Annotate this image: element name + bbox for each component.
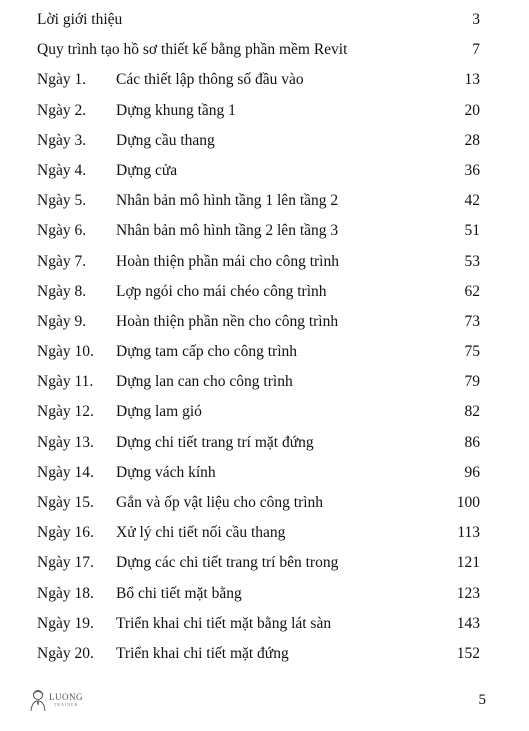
entry-page: 51 <box>464 222 480 240</box>
entry-title: Hoàn thiện phần mái cho công trình <box>116 252 339 270</box>
entry-page: 121 <box>456 554 480 572</box>
entry-page: 123 <box>456 584 480 602</box>
entry-page: 3 <box>472 11 480 28</box>
toc-entry <box>37 35 480 65</box>
entry-page: 73 <box>464 312 480 330</box>
entry-day: Ngày 10. <box>37 343 94 361</box>
toc-entry <box>37 428 480 458</box>
entry-title: Các thiết lập thông số đầu vào <box>116 71 304 89</box>
entry-day: Ngày 6. <box>37 222 87 240</box>
entry-page: 20 <box>464 101 480 119</box>
entry-page: 143 <box>456 614 480 632</box>
entry-title: Dựng lam gió <box>116 403 202 421</box>
entry-title: Dựng khung tầng 1 <box>116 101 236 119</box>
entry-page: 42 <box>464 192 480 210</box>
entry-day: Ngày 15. <box>37 494 94 511</box>
toc-entry <box>37 307 480 337</box>
entry-day: Ngày 13. <box>37 433 94 451</box>
toc-entry <box>37 367 480 397</box>
entry-title: Dựng chi tiết trang trí mặt đứng <box>116 433 314 451</box>
logo-subtitle: TRAINER <box>53 702 79 707</box>
toc-entry <box>37 277 480 307</box>
entry-title: Hoàn thiện phần nền cho công trình <box>116 312 339 330</box>
toc-entry <box>37 458 480 488</box>
entry-title: Nhân bản mô hình tầng 1 lên tầng 2 <box>116 192 339 210</box>
entry-title: Gắn và ốp vật liệu cho công trình <box>116 494 324 511</box>
entry-page: 13 <box>464 71 480 89</box>
page-number: 5 <box>478 692 486 708</box>
entry-page: 152 <box>456 644 480 662</box>
entry-day: Ngày 20. <box>37 644 94 662</box>
entry-title: Dựng các chi tiết trang trí bên trong <box>116 554 339 572</box>
entry-title: Dựng lan can cho công trình <box>116 373 293 391</box>
toc-entry <box>37 337 480 367</box>
entry-day: Ngày 5. <box>37 192 87 210</box>
entry-day: Ngày 18. <box>37 584 94 602</box>
table-of-contents <box>37 5 480 669</box>
toc-entry <box>37 518 480 548</box>
toc-entry <box>37 579 480 609</box>
toc-entry <box>37 156 480 186</box>
entry-page: 7 <box>472 41 480 59</box>
toc-entry <box>37 5 480 35</box>
entry-title: Dựng cầu thang <box>116 131 215 149</box>
logo-name: LUONG <box>49 692 83 702</box>
toc-entry <box>37 247 480 277</box>
entry-title: Xử lý chi tiết nối cầu thang <box>116 524 286 542</box>
entry-title: Quy trình tạo hồ sơ thiết kế bằng phần mềm Revit <box>37 41 348 59</box>
toc-entry <box>37 609 480 639</box>
entry-page: 62 <box>464 282 480 300</box>
entry-day: Ngày 3. <box>37 131 87 149</box>
toc-entry <box>37 488 480 518</box>
entry-day: Ngày 2. <box>37 101 87 119</box>
entry-title: Dựng cửa <box>116 161 178 179</box>
entry-title: Triển khai chi tiết mặt đứng <box>116 644 289 662</box>
footer-logo <box>30 688 83 712</box>
entry-title: Triển khai chi tiết mặt bằng lát sàn <box>116 614 332 632</box>
logo-portrait-icon <box>30 688 46 712</box>
entry-day: Ngày 17. <box>37 554 94 572</box>
entry-day: Ngày 12. <box>37 403 94 421</box>
entry-page: 113 <box>457 524 480 542</box>
toc-entry <box>37 397 480 427</box>
toc-entry <box>37 126 480 156</box>
toc-entry <box>37 96 480 126</box>
entry-day: Ngày 19. <box>37 614 94 632</box>
toc-entry <box>37 639 480 669</box>
entry-page: 82 <box>464 403 480 421</box>
entry-page: 100 <box>456 494 480 511</box>
entry-page: 36 <box>464 161 480 179</box>
entry-title: Bổ chi tiết mặt bằng <box>116 584 242 602</box>
entry-title: Lời giới thiệu <box>37 11 123 28</box>
entry-page: 79 <box>464 373 480 391</box>
entry-day: Ngày 16. <box>37 524 94 542</box>
entry-day: Ngày 11. <box>37 373 94 391</box>
entry-day: Ngày 4. <box>37 161 87 179</box>
entry-day: Ngày 1. <box>37 71 87 89</box>
toc-entry <box>37 186 480 216</box>
entry-day: Ngày 8. <box>37 282 87 300</box>
entry-page: 28 <box>464 131 480 149</box>
toc-entry <box>37 548 480 578</box>
entry-page: 86 <box>464 433 480 451</box>
entry-title: Nhân bản mô hình tầng 2 lên tầng 3 <box>116 222 339 240</box>
toc-entry <box>37 216 480 246</box>
entry-title: Lợp ngói cho mái chéo công trình <box>116 282 327 300</box>
entry-title: Dựng tam cấp cho công trình <box>116 343 298 361</box>
entry-page: 53 <box>464 252 480 270</box>
entry-page: 96 <box>464 463 480 481</box>
toc-entry <box>37 65 480 95</box>
entry-day: Ngày 7. <box>37 252 87 270</box>
entry-page: 75 <box>464 343 480 361</box>
entry-title: Dựng vách kính <box>116 463 216 481</box>
entry-day: Ngày 9. <box>37 312 87 330</box>
entry-day: Ngày 14. <box>37 463 94 481</box>
